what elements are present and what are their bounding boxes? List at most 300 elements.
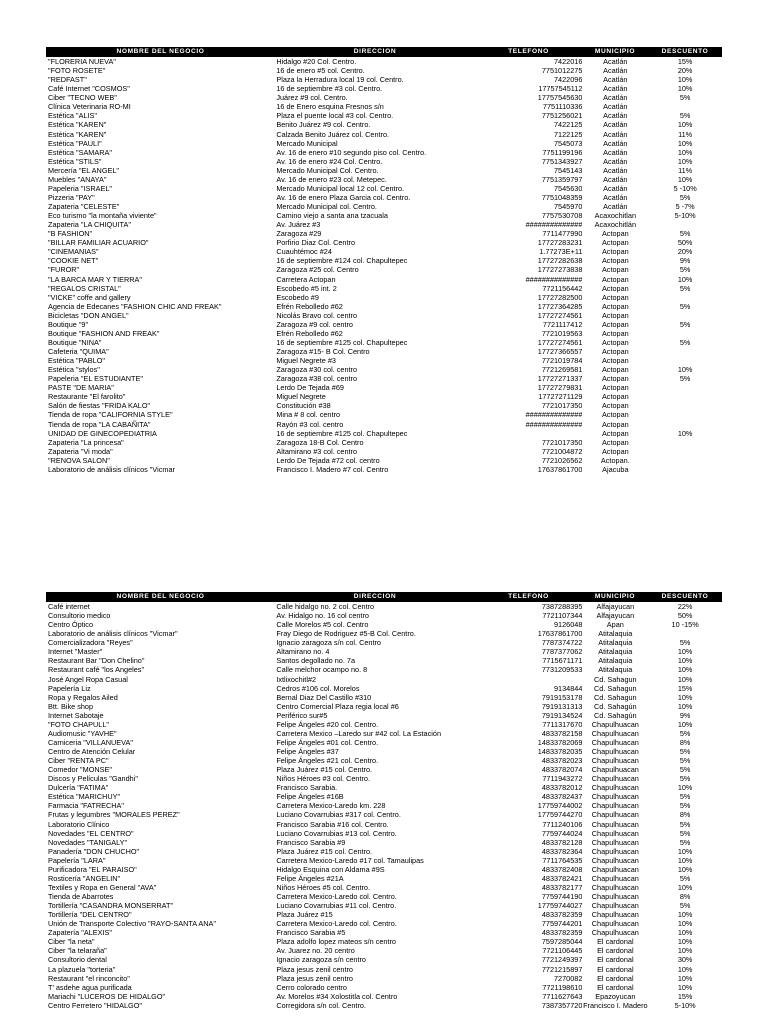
table-row	[46, 747, 722, 756]
address-cell: Av. 16 de enero Plaza Garcia col. Centro.	[276, 192, 411, 202]
municipality-cell: Chapulhuacan	[591, 873, 639, 883]
discount-cell: 5%	[679, 283, 691, 293]
header-address: DIRECCION	[353, 593, 397, 600]
address-cell: Cerro colorado centro	[276, 982, 347, 992]
business-name-cell: Restaurante "El farolito"	[48, 392, 126, 402]
phone-cell: 7711477990	[542, 229, 583, 239]
municipality-cell: Chapulhuacan	[591, 837, 639, 847]
table-row	[46, 665, 722, 674]
phone-cell: 4833782128	[541, 837, 583, 847]
discount-cell	[648, 356, 722, 365]
municipality-cell: Atitalaquia	[598, 647, 633, 657]
business-name-cell: Novedades "EL CENTRO"	[48, 828, 134, 838]
discount-cell: 10%	[677, 910, 693, 920]
table-row	[46, 820, 722, 829]
municipality-cell: Cd. Sahagun	[594, 683, 637, 693]
address-cell: Cuauhtémoc #24	[276, 247, 332, 257]
business-name-cell: Boutique "9"	[48, 319, 89, 329]
municipality-cell: Actopan	[601, 319, 629, 329]
phone-cell: 7711317670	[542, 719, 583, 729]
business-name-cell: Consultorio dental	[48, 955, 107, 965]
phone-cell: 7721019563	[541, 328, 583, 338]
address-cell: Corregidora s/n col. Centro.	[276, 1000, 366, 1010]
business-name-cell: "B FASHION"	[48, 229, 93, 239]
business-name-cell: Tienda de ropa "CALIFORNIA STYLE"	[48, 410, 173, 420]
municipality-cell: Chapulhuacan	[591, 855, 639, 865]
discount-cell: 10%	[677, 674, 693, 684]
municipality-cell: Acatlán	[603, 129, 628, 139]
municipality-cell: Acatlán	[603, 202, 628, 211]
address-cell: Luciano Covarrubias #13 col. Centro.	[276, 828, 397, 838]
table-row	[46, 910, 722, 919]
table-row	[46, 792, 722, 801]
business-name-cell: Mercería "EL ANGEL"	[48, 165, 120, 175]
business-name-cell: Purificadora "EL PARAISO"	[48, 864, 137, 874]
phone-cell: 7721215897	[541, 964, 583, 974]
table-row	[46, 1001, 722, 1010]
address-cell: Av. Juárez #3	[276, 220, 321, 230]
municipality-cell: Actopan	[601, 428, 629, 438]
phone-cell: 4833782158	[541, 728, 583, 738]
address-cell: Escobedo #9	[276, 292, 319, 302]
phone-cell: 17637861700	[537, 464, 583, 474]
business-name-cell: Zapateria "Vi moda"	[48, 446, 113, 456]
business-name-cell: Ciber "la neta"	[48, 937, 95, 947]
discount-cell	[648, 311, 722, 320]
phone-cell: 14833782035	[537, 747, 583, 756]
municipality-cell: Acatlán	[603, 156, 628, 166]
municipality-cell: Acatlán	[603, 120, 628, 130]
municipality-cell: Chapulhuacan	[591, 892, 639, 901]
address-cell: Santos degollado no. 7a	[276, 656, 356, 666]
business-name-cell: "CINEMANIAS"	[48, 247, 99, 257]
address-cell: 16 de Enero esquina Fresnos s/n	[276, 102, 384, 112]
address-cell: Hidalgo Esquina con Aldama #9S	[276, 864, 385, 874]
business-name-cell: Estética "STILS"	[48, 156, 102, 166]
table-row	[46, 955, 722, 964]
header-municipality: MUNICIPIO	[594, 593, 636, 600]
table-row	[46, 738, 722, 747]
business-name-cell: Textiles y Ropa en General "AVA"	[48, 882, 157, 892]
address-cell: Calle melchor ocampo no. 8	[276, 665, 368, 675]
discount-cell: 15%	[677, 991, 693, 1001]
address-cell: Rayón #3 col. centro	[276, 419, 344, 429]
phone-cell: 17727271129	[538, 392, 583, 402]
business-name-cell: Unión de Transporte Colectivo "RAYO-SANTA ANA"	[48, 919, 216, 929]
phone-cell: 4833782359	[541, 910, 583, 920]
phone-cell: 7757530708	[541, 211, 583, 221]
phone-cell: 17759744270	[537, 810, 583, 820]
phone-cell: 7751256021	[541, 111, 583, 121]
address-cell: Plaza Juárez #15 col. Centro.	[276, 765, 373, 775]
discount-cell: 10%	[677, 692, 693, 702]
phone-cell: 7545630	[554, 183, 583, 193]
phone-cell: 7721017350	[541, 437, 583, 447]
table-row	[46, 865, 722, 874]
discount-cell: 10%	[677, 855, 693, 865]
business-name-cell: Mariachi "LUCEROS DE HIDALGO"	[48, 991, 166, 1001]
discount-cell: 5%	[679, 819, 691, 829]
address-cell: Altamirano #3 col. centro	[276, 446, 358, 456]
municipality-cell: Chapulhuacan	[591, 864, 639, 874]
address-cell: Mercado Municipal col. Centro.	[276, 202, 377, 211]
municipality-cell: Acatlán	[603, 102, 628, 112]
table-row	[46, 392, 722, 401]
business-name-cell: "REGALOS CRISTAL"	[48, 283, 121, 293]
table-row	[46, 184, 722, 193]
address-cell: Benito Juárez #9 col. Centro.	[276, 120, 371, 130]
business-name-cell: Rosticería "ANGELIN"	[48, 873, 121, 883]
phone-cell: 7751199196	[542, 147, 583, 157]
address-cell: Zaragoza #29	[276, 229, 322, 239]
municipality-cell: Actopan	[601, 301, 629, 311]
business-name-cell: Tienda de Abarrotes	[48, 892, 114, 901]
table-row	[46, 974, 722, 983]
discount-cell: 5%	[679, 828, 691, 838]
table-row	[46, 928, 722, 937]
address-cell: Mercado Municipal Col. Centro.	[276, 165, 379, 175]
table-row	[46, 320, 722, 329]
municipality-cell: Actopan	[601, 265, 629, 275]
table-row	[46, 410, 722, 419]
municipality-cell: Actopan	[601, 229, 629, 239]
discount-cell: 10%	[677, 138, 693, 148]
table-row	[46, 810, 722, 819]
municipality-cell: Chapulhuacan	[591, 819, 639, 829]
header-discount: DESCUENTO	[661, 48, 709, 55]
address-cell: Felipe Ángeles #16B	[276, 792, 344, 802]
phone-cell: 4833782177	[541, 882, 583, 892]
municipality-cell: Acaxochitlán	[594, 220, 637, 230]
phone-cell: 17727282500	[537, 292, 583, 302]
table-row	[46, 329, 722, 338]
business-name-cell: Btt. Bike shop	[48, 701, 94, 711]
address-cell: Miguel Negrete	[276, 392, 326, 402]
municipality-cell: Atitalaquia	[598, 656, 633, 666]
discount-cell	[648, 629, 722, 638]
discount-cell: 10%	[677, 647, 693, 657]
address-cell: Lerdo De Tejada #72 col. centro	[276, 455, 380, 465]
phone-cell: 7715671171	[542, 656, 583, 666]
business-name-cell: Agencia de Edecanes "FASHION CHIC AND FREAK"	[48, 301, 222, 311]
phone-cell: 7787374722	[541, 638, 583, 648]
municipality-cell: Actopan	[601, 310, 629, 320]
table-row	[46, 656, 722, 665]
address-cell: Zaragoza #9 col. centro	[276, 319, 353, 329]
discount-cell	[648, 347, 722, 356]
phone-cell: 7721269581	[541, 365, 583, 375]
address-cell: Cedros #106 col. Morelos	[276, 683, 360, 693]
phone-cell: 7759744190	[541, 892, 583, 901]
phone-cell: 7751359797	[541, 174, 583, 184]
phone-cell: 7387288395	[541, 602, 583, 611]
address-cell: Francisco Sarabia #16 col. Centro.	[276, 819, 389, 829]
business-name-cell: Cafeteria "QUIMA"	[48, 347, 109, 356]
municipality-cell: Apan	[606, 620, 624, 630]
discount-cell: 10%	[677, 846, 693, 856]
business-name-cell: Boutique "FASHION AND FREAK"	[48, 328, 160, 338]
table-row	[46, 901, 722, 910]
table-row	[46, 148, 722, 157]
municipality-cell: Actopan	[601, 347, 629, 356]
address-cell: Carretera Mexico-Laredo col. Centro.	[276, 919, 397, 929]
business-name-cell: Estética "SAMARA"	[48, 147, 112, 157]
discount-cell: 10%	[677, 964, 693, 974]
business-name-cell: Laboratorio Clínico	[48, 819, 110, 829]
table-row	[46, 756, 722, 765]
table-row	[46, 247, 722, 256]
business-name-cell: Centro Ferretero "HIDALGO"	[48, 1000, 142, 1010]
municipality-cell: Epazoyucan	[595, 991, 636, 1001]
phone-cell: 7711764535	[542, 855, 583, 865]
discount-cell: 30%	[677, 955, 693, 965]
municipality-cell: Acatlán	[603, 66, 628, 76]
business-name-cell: Estética "KAREN"	[48, 120, 107, 130]
municipality-cell: Alfajayucan	[596, 602, 635, 611]
municipality-cell: Acatlán	[603, 192, 628, 202]
phone-cell: 7545073	[554, 138, 583, 148]
address-cell: Bernal Diaz Del Castillo #310	[276, 692, 372, 702]
header-phone: TELEFONO	[508, 593, 549, 600]
phone-cell: 7597285044	[541, 937, 583, 947]
municipality-cell: El cardonal	[597, 973, 634, 983]
table-row	[46, 946, 722, 955]
phone-cell: 7919153178	[541, 692, 583, 702]
discount-cell	[648, 220, 722, 229]
address-cell: 16 de septiembre #125 col. Chapultepec	[276, 428, 408, 438]
address-cell: Felipe Ángeles #21A	[276, 873, 344, 883]
table-row	[46, 311, 722, 320]
table-row	[46, 847, 722, 856]
business-name-cell: "LA BARCA MAR Y TIERRA"	[48, 274, 142, 284]
address-cell: Calzada Benito Juárez col. Centro.	[276, 129, 390, 139]
address-cell: Mercado Municipal local 12 col. Centro.	[276, 183, 405, 193]
table-row	[46, 465, 722, 474]
table-row	[46, 66, 722, 75]
phone-cell: 7919131313	[541, 701, 583, 711]
address-cell: Av. 16 de enero #23 col. Metepec.	[276, 174, 387, 184]
table-row	[46, 937, 722, 946]
business-name-cell: Audiomusic "YAVHE"	[48, 728, 117, 738]
address-cell: Lerdo De Tejada #69	[276, 383, 344, 393]
phone-cell: 7731209533	[541, 665, 583, 675]
table-row	[46, 856, 722, 865]
table-row	[46, 383, 722, 392]
phone-cell: 4833782012	[541, 783, 583, 793]
business-name-cell: Estética "KAREN"	[48, 129, 107, 139]
municipality-cell: Actopan	[601, 356, 629, 366]
business-name-cell: Laboratorio de análisis clínicos "Vicmar"	[48, 629, 178, 639]
business-name-cell: Restaurant café "los Angeles"	[48, 665, 145, 675]
address-cell: Luciano Covarrubias #317 col. Centro.	[276, 810, 401, 820]
discount-cell: 20%	[677, 66, 693, 76]
header-discount: DESCUENTO	[661, 593, 709, 600]
municipality-cell: Cd. Sahagun	[594, 674, 637, 684]
discount-cell	[648, 456, 722, 465]
discount-cell: 5%	[679, 111, 691, 121]
discount-cell: 10%	[677, 147, 693, 157]
phone-cell: 17727274561	[537, 310, 583, 320]
address-cell: Felipe Ángeles #01 col. Centro.	[276, 737, 379, 747]
table-row	[46, 347, 722, 356]
municipality-cell: Acatlán	[603, 174, 628, 184]
address-cell: Calle hidalgo no. 2 col. Centro	[276, 602, 375, 611]
address-cell: Calle Morelos #5 col. Centro	[276, 620, 369, 630]
discount-cell: 5%	[679, 374, 691, 384]
phone-cell: ##############	[525, 274, 583, 284]
table-row	[46, 919, 722, 928]
municipality-cell: Actopan	[601, 238, 629, 248]
table-row	[46, 801, 722, 810]
municipality-cell: Actopan	[601, 274, 629, 284]
table-body	[46, 57, 722, 474]
business-name-cell: "REDFAST"	[48, 75, 87, 85]
business-name-cell: Ciber "RENTA PC"	[48, 756, 109, 766]
discount-cell: 5%	[679, 319, 691, 329]
table-row	[46, 838, 722, 847]
municipality-cell: Acatlán	[603, 165, 628, 175]
municipality-cell: Cd. Sahagún	[594, 710, 637, 720]
municipality-cell: Actopan	[601, 256, 629, 266]
phone-cell: 7270082	[554, 973, 583, 983]
address-cell: 16 de septiembre #124 col. Chapultepec	[276, 256, 408, 266]
address-cell: 16 de septiembre #3 col. Centro.	[276, 84, 383, 94]
municipality-cell: Actopan	[601, 437, 629, 447]
business-name-cell: Salón de fiestas "FRIDA KALO"	[48, 401, 151, 411]
municipality-cell: Actopan	[601, 401, 629, 411]
business-name-cell: "FLORERIA NUEVA"	[48, 57, 116, 66]
table-row	[46, 220, 722, 229]
table-row	[46, 75, 722, 84]
phone-cell: 7759744201	[541, 919, 583, 929]
phone-cell: 17727366557	[537, 347, 583, 356]
business-name-cell: José Angel Ropa Casual	[48, 674, 128, 684]
address-cell: Carretera Actopan	[276, 274, 336, 284]
municipality-cell: Actopan	[601, 337, 629, 347]
business-name-cell: Zapateria "La princesa"	[48, 437, 124, 447]
business-name-cell: Bicicletas "DON ANGEL"	[48, 310, 129, 320]
address-cell: Miguel Negrete #3	[276, 356, 336, 366]
discount-cell: 11%	[678, 165, 693, 175]
table-row	[46, 874, 722, 883]
municipality-cell: Acatlán	[603, 84, 628, 94]
address-cell: Carretera Mexico-Laredo col. Centro.	[276, 892, 397, 901]
table-row	[46, 120, 722, 129]
discount-cell: 9%	[679, 256, 691, 266]
table-row	[46, 447, 722, 456]
address-cell: Porfirio Diaz Col. Centro	[276, 238, 355, 248]
table-row	[46, 829, 722, 838]
business-name-cell: Discos y Películas "Gandhi"	[48, 774, 138, 784]
phone-cell: 7919134524	[541, 710, 583, 720]
discount-cell: 10%	[677, 428, 693, 438]
discount-cell: 10%	[677, 973, 693, 983]
municipality-cell: Chapulhuacan	[591, 747, 639, 756]
discount-cell	[648, 438, 722, 447]
phone-cell	[476, 429, 583, 438]
discount-cell	[648, 420, 722, 429]
table-row	[46, 356, 722, 365]
business-name-cell: Internet "Master"	[48, 647, 103, 657]
phone-cell: 17727273838	[537, 265, 583, 275]
address-cell: Zaragoza 18-B Col. Centro	[276, 437, 364, 447]
municipality-cell: Chapulhuacan	[591, 801, 639, 811]
municipality-cell: El cardonal	[597, 964, 634, 974]
phone-cell: 7721107344	[542, 611, 583, 621]
table-row	[46, 202, 722, 211]
address-cell: Carretera Mexico-Laredo #17 col. Tamaulipas	[276, 855, 424, 865]
table-row	[46, 456, 722, 465]
table-row	[46, 157, 722, 166]
discount-cell	[648, 392, 722, 401]
phone-cell: 7751343927	[541, 156, 583, 166]
municipality-cell: Alfajayucan	[596, 611, 635, 621]
municipality-cell: Chapulhuacan	[591, 901, 639, 911]
address-cell: Ignacio zaragoza s/n col. Centro	[276, 638, 381, 648]
municipality-cell: Acatlán	[603, 183, 628, 193]
phone-cell: 7422096	[554, 75, 583, 85]
municipality-cell: El cardonal	[597, 955, 634, 965]
phone-cell: 7387357720	[541, 1000, 583, 1010]
discount-cell: 22%	[677, 602, 693, 611]
address-cell: Francisco Sarabia.	[276, 783, 338, 793]
address-cell: Efrén Rebolledo #62	[276, 301, 343, 311]
discount-cell: 10%	[677, 656, 693, 666]
discount-cell: 10%	[677, 274, 693, 284]
phone-cell: 4833782421	[541, 873, 583, 883]
phone-cell: 4833782359	[541, 928, 583, 938]
business-name-cell: Eco turismo "la montaña viviente"	[48, 211, 157, 221]
table-row	[46, 611, 722, 620]
address-cell: Plaza la Herradura local 19 col. Centro.	[276, 75, 404, 85]
discount-cell: 10%	[677, 75, 693, 85]
discount-cell: 8%	[679, 892, 691, 901]
table-row	[46, 883, 722, 892]
address-cell: Escobedo #5 int. 2	[276, 283, 337, 293]
address-cell: Periférico sur#5	[276, 710, 328, 720]
municipality-cell: Chapulhuacan	[591, 882, 639, 892]
address-cell: Ixtlixochitl#2	[276, 674, 317, 684]
discount-cell	[648, 465, 722, 474]
business-name-cell: Laboratorio de análisis clínicos "Vicmar	[48, 464, 175, 474]
phone-cell: 17727364285	[537, 301, 583, 311]
phone-cell: ##############	[525, 220, 583, 230]
business-name-cell: UNIDAD DE GINECOPEDIATRIA	[48, 428, 157, 438]
table-body	[46, 602, 722, 1010]
address-cell: Constitución #38	[276, 401, 331, 411]
municipality-cell: Acatlán	[603, 111, 628, 121]
municipality-cell: Chapulhuacan	[591, 792, 639, 802]
address-cell: Mina # 8 col. centro	[276, 410, 341, 420]
phone-cell: 7711627643	[542, 991, 583, 1001]
address-cell: Av. 16 de enero #10 segundo piso col. Centro.	[276, 147, 427, 157]
phone-cell: 9126048	[554, 620, 583, 630]
address-cell: Zaragoza #38 col. centro	[276, 374, 358, 384]
phone-cell: 9134844	[554, 683, 583, 693]
business-name-cell: Estética "ALIS"	[48, 111, 97, 121]
address-cell: Zaragoza #15- B Col. Centro	[276, 347, 370, 356]
table-row	[46, 774, 722, 783]
address-cell: Fray Diego de Rodriguez #5-B Col. Centro.	[276, 629, 416, 639]
phone-cell: 7711240106	[542, 819, 583, 829]
address-cell: Juárez #9 col. Centro.	[276, 93, 348, 103]
table-row	[46, 57, 722, 66]
business-name-cell: Carniceria "VILLANUEVA"	[48, 737, 133, 747]
table-row	[46, 175, 722, 184]
discount-cell: 5%	[679, 337, 691, 347]
discount-cell: 10%	[677, 919, 693, 929]
business-name-cell: Restaurant "el rinconcito"	[48, 973, 130, 983]
